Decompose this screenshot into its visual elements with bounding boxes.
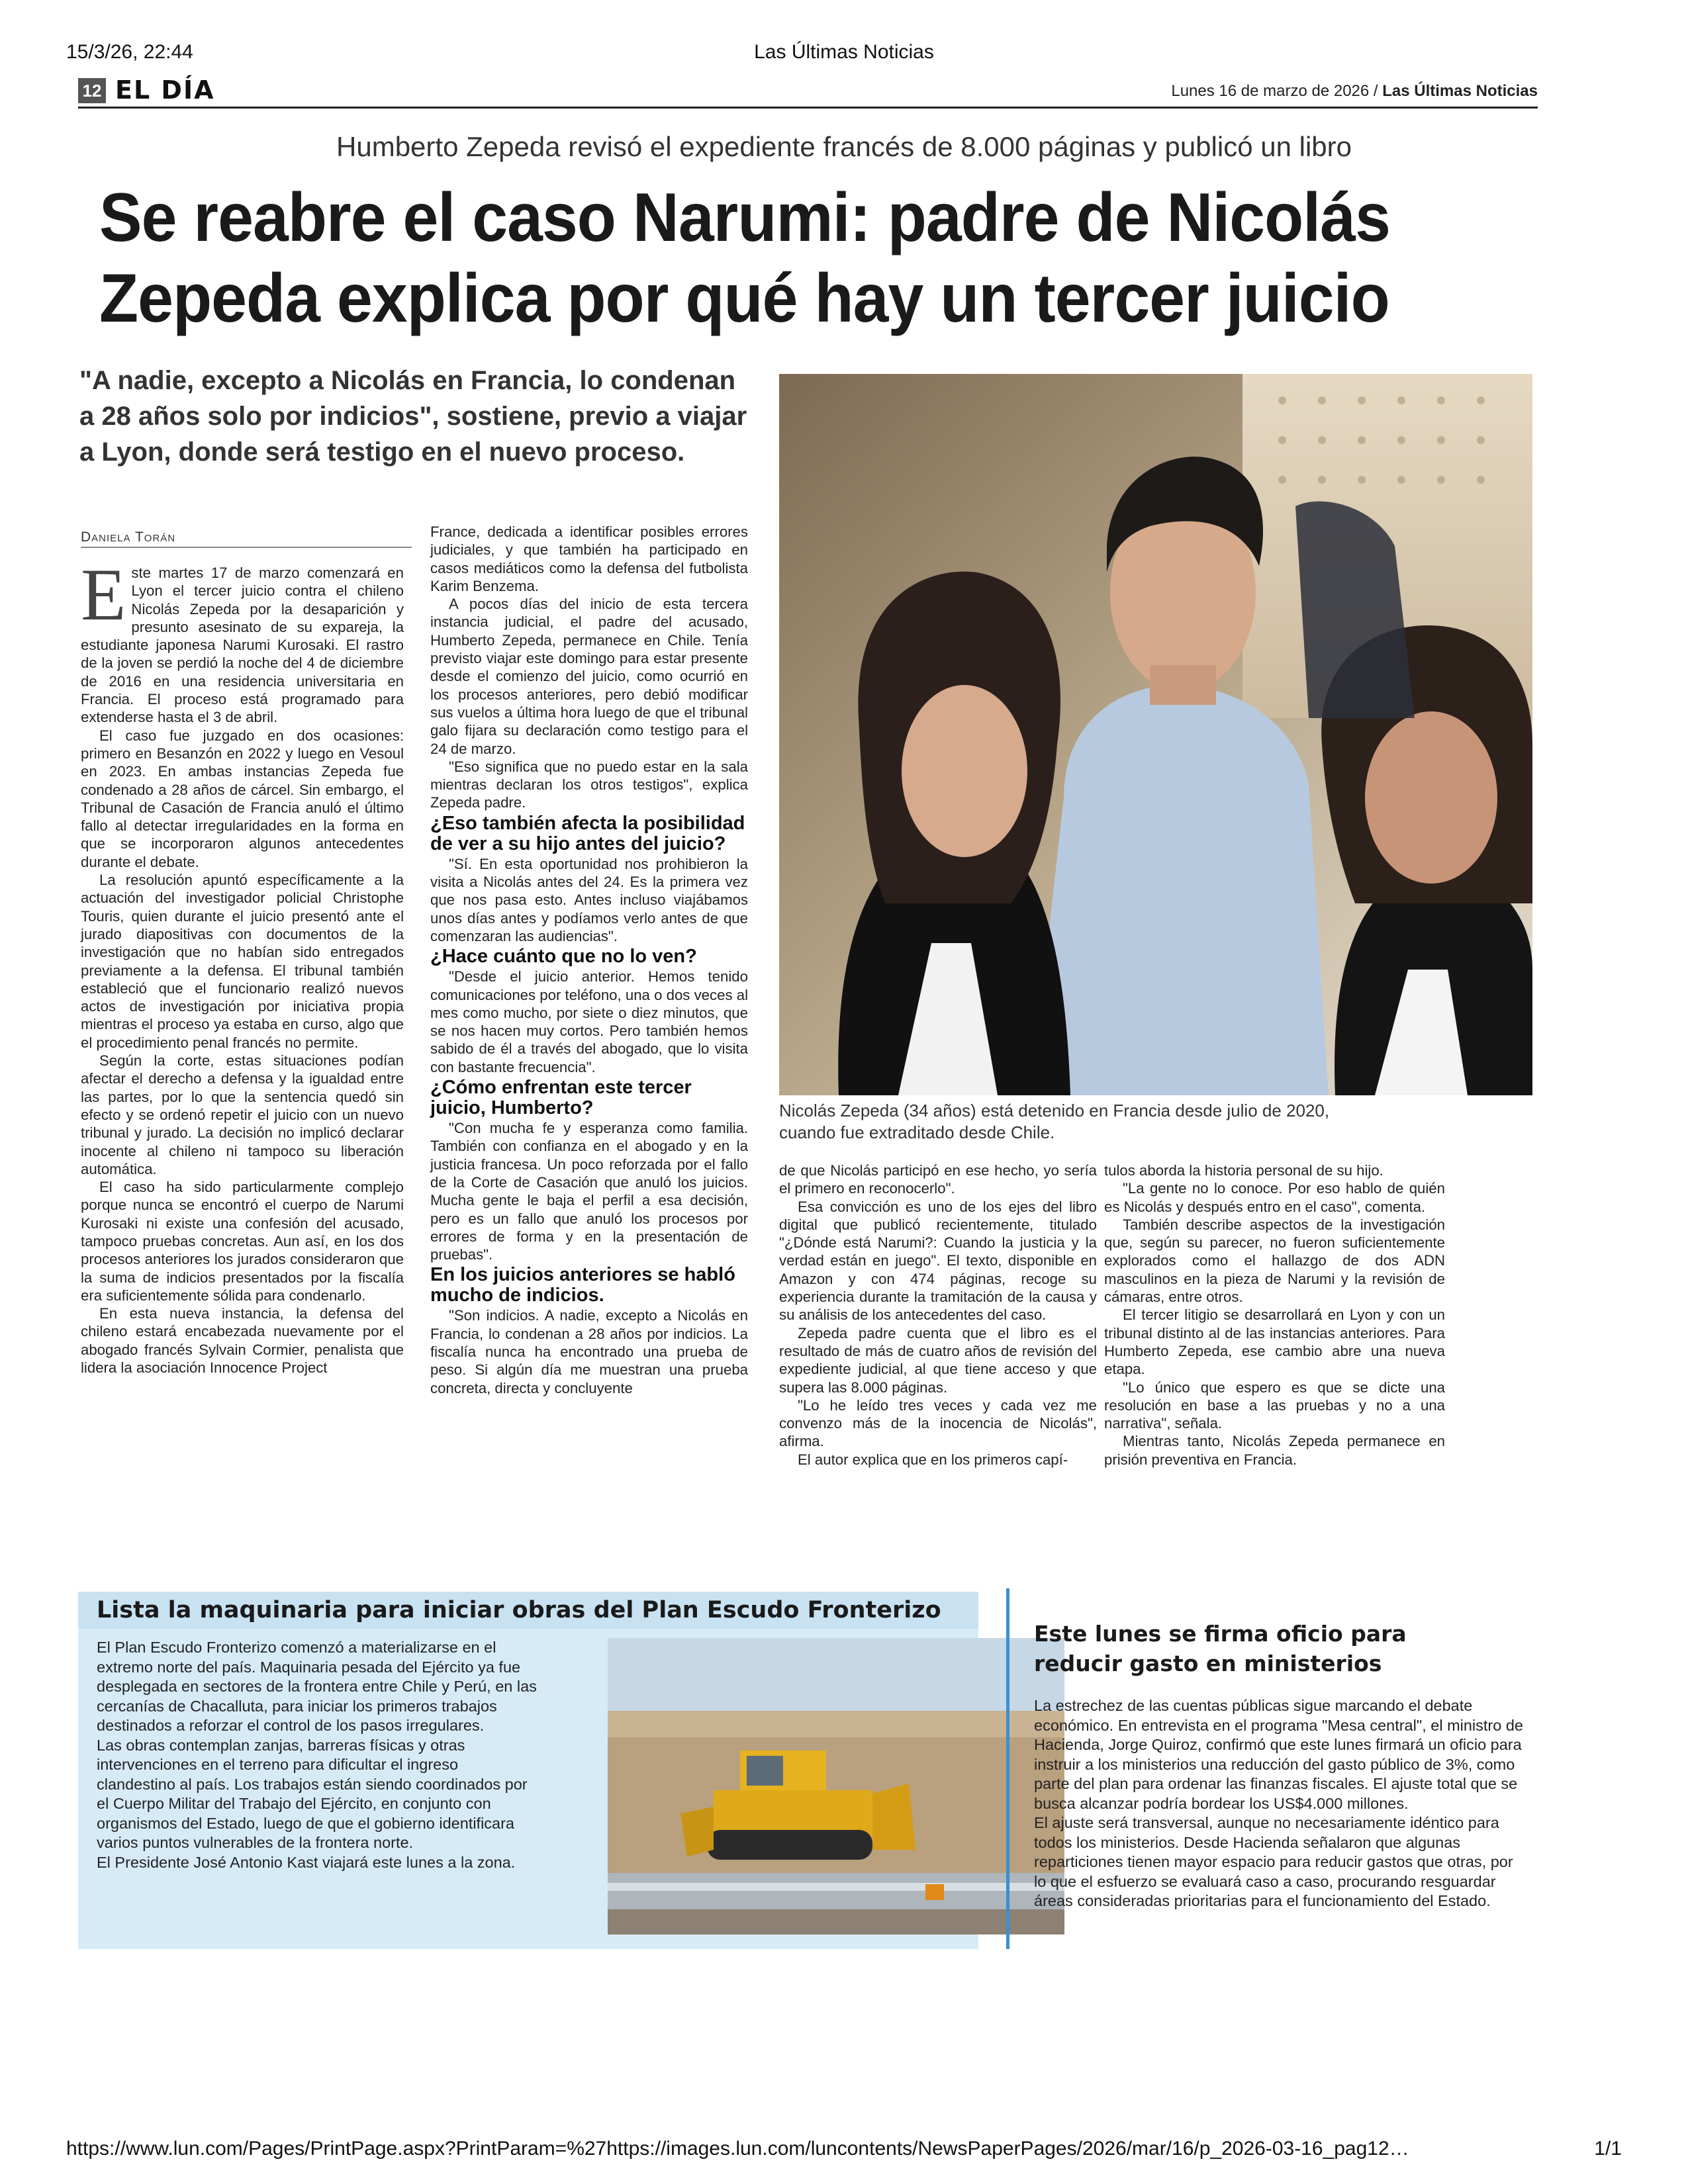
article-paragraph: Según la corte, estas situaciones podían afectar el derecho a defensa y la igualdad entre las partes, por lo que la sentencia quedó sin efecto y se ordenó repetir el juicio con un nuevo tribunal y jurado. La decisión no implicó declarar inocente al chileno ni tampoco su liberación automática. xyxy=(81,1052,404,1177)
interview-answer: "Son indicios. A nadie, excepto a Nicolás en Francia, lo condenan a 28 años por indicios. La fiscalía nunca ha encontrado una prueba de peso. Si algún día me muestran una prueba concreta, directa y concluyente xyxy=(430,1307,748,1396)
article-paragraph: Esa convicción es uno de los ejes del libro digital que publicó recientemente, titulado "¿Dónde está Narumi?: Cuando la justicia y la verdad están en juego". El texto, disponible en Amazon y con 474 páginas, recoge su experiencia durante la tramitación de la causa y su análisis de los antecedentes del caso. xyxy=(779,1198,1097,1324)
article-paragraph: "Lo único que espero es que se dicte una resolución en base a las pruebas y no a una narrativa", señala. xyxy=(1104,1379,1445,1432)
news-box-paragraph: Las obras contemplan zanjas, barreras físicas y otras intervenciones en el terreno para dificultar el ingreso clandestino al país. Los trabajos están siendo coordinados por el Cuerpo Militar del Trabajo del Ejército, en conjunto con organismos del Estado, luego de que el gobierno identificara varios puntos vulnerables de la frontera norte. xyxy=(97,1736,528,1851)
article-column-4 xyxy=(1104,1161,1445,1469)
article-paragraph: tulos aborda la historia personal de su hijo. xyxy=(1104,1162,1383,1179)
header-date xyxy=(1171,82,1538,101)
newspaper-header xyxy=(78,77,1538,109)
interview-question: En los juicios anteriores se habló mucho de indicios. xyxy=(430,1264,735,1306)
article-column-1 xyxy=(81,554,404,1377)
article-column-3 xyxy=(779,1161,1097,1469)
photo-caption xyxy=(779,1100,1448,1144)
news-box-paragraph: El Presidente José Antonio Kast viajará este lunes a la zona. xyxy=(97,1853,516,1871)
bulldozer-photo xyxy=(608,1638,1064,1934)
news-box-title: Lista la maquinaria para iniciar obras del Plan Escudo Fronterizo xyxy=(78,1592,978,1629)
column-divider xyxy=(1006,1588,1009,1949)
headline-line-1: Se reabre el caso Narumi: padre de Nicolás xyxy=(99,179,1390,256)
article-photo xyxy=(779,374,1532,1095)
page-number: 12 xyxy=(78,78,106,103)
news-brief-text xyxy=(1034,1696,1524,1911)
newspaper-name: Las Últimas Noticias xyxy=(1382,82,1538,100)
article-paragraph: A pocos días del inicio de esta tercera instancia judicial, el padre del acusado, Humberto Zepeda, permanece en Chile. Tenía previsto viajar este domingo para estar presente desde el comienzo del juicio, como ocurrió en los procesos anteriores, pero debió modificar sus vuelos a última hora luego de que el tribunal galo fijara su declaración como testigo para el 24 de marzo. xyxy=(430,596,748,757)
courtroom-photo-illustration xyxy=(779,374,1532,1095)
news-brief-paragraph: La estrechez de las cuentas públicas sigue marcando el debate económico. En entrevista en el programa "Mesa central", el ministro de Hacienda, Jorge Quiroz, confirmó que este lunes firmará un oficio para instruir a los ministerios una reducción del gasto público de 3%, como parte del plan para ordenar las finanzas fiscales. El ajuste total que se busca alcanzar podría bordear los US$4.000 millones. xyxy=(1034,1697,1523,1812)
article-paragraph: El caso fue juzgado en dos ocasiones: primero en Besanzón en 2022 y luego en Vesoul en 2023. En ambas instancias Zepeda fue condenado a 28 años de cárcel. Sin embargo, el Tribunal de Casación de Francia anuló el último fallo al detectar irregularidades en la forma en que se incorporaron algunos antecedentes durante el debate. xyxy=(81,727,404,870)
drop-cap: E xyxy=(81,554,126,636)
news-brief-paragraph: El ajuste será transversal, aunque no necesariamente idéntico para todos los ministerios. Desde Hacienda señalaron que algunas reparticiones tienen mayor espacio para reducir gastos que otras, por lo que el esfuerzo se evaluará caso a caso, procurando resguardar áreas consideradas prioritarias para el funcionamiento del Estado. xyxy=(1034,1814,1513,1909)
article-kicker: Humberto Zepeda revisó el expediente francés de 8.000 páginas y publicó un libro xyxy=(336,131,1352,162)
news-brief-title: Este lunes se firma oficio para reducir gasto en ministerios xyxy=(1034,1621,1407,1676)
interview-answer: "Sí. En esta oportunidad nos prohibieron la visita a Nicolás antes del 24. Es la primera vez que nos pasa esto. Antes incluso viajábamos unos días antes y podíamos verlo antes de que comenzaran las audiencias". xyxy=(430,855,748,944)
print-page-count: 1/1 xyxy=(1594,2138,1622,2160)
article-paragraph: La resolución apuntó específicamente a la actuación del investigador policial Christophe Touris, quien durante el juicio presentó ante el jurado diapositivas con documentos de la investigación que no habían sido entregados previamente a la defensa. El tribunal también estableció que el funcionario realizó nuevos actos de investigación por iniciativa propia mientras el proceso ya estaba en curso, algo que el procedimiento penal francés no permite. xyxy=(81,872,404,1051)
news-box-escudo-fronterizo xyxy=(78,1592,978,1949)
article-headline xyxy=(99,177,1423,339)
article-paragraph: de que Nicolás participó en ese hecho, yo sería el primero en reconocerlo". xyxy=(779,1162,1097,1197)
article-paragraph: Zepeda padre cuenta que el libro es el resultado de más de cuatro años de revisión del expediente judicial, al que tiene acceso y que supera las 8.000 páginas. xyxy=(779,1324,1097,1396)
interview-answer: "Con mucha fe y esperanza como familia. También con confianza en el abogado y en la justicia francesa. Un poco reforzada por el fallo de la Corte de Casación que anuló los juicios. Mucha gente le baja el perfil a esa decisión, pero es un fallo que anuló los procesos por errores de forma y en la presentación de pruebas". xyxy=(430,1120,748,1263)
article-column-2 xyxy=(430,523,748,1397)
news-box-text xyxy=(97,1638,540,1872)
article-paragraph: "Eso significa que no puedo estar en la sala mientras declaran los otros testigos", explica Zepeda padre. xyxy=(430,758,748,811)
interview-answer: "Desde el juicio anterior. Hemos tenido comunicaciones por teléfono, una o dos veces al mes como mucho, por siete o diez minutos, que se nos hacen muy cortos. Pero también hemos sabido de él a través del abogado, que lo visita con bastante frecuencia". xyxy=(430,968,748,1075)
interview-question: ¿Hace cuánto que no lo ven? xyxy=(430,946,697,968)
bulldozer-photo-illustration xyxy=(608,1638,1064,1934)
interview-question: ¿Eso también afecta la posibilidad de ver a su hijo antes del juicio? xyxy=(430,812,745,854)
article-paragraph: Mientras tanto, Nicolás Zepeda permanece en prisión preventiva en Francia. xyxy=(1104,1433,1445,1468)
headline-line-2: Zepeda explica por qué hay un tercer juicio xyxy=(99,260,1389,337)
news-box-paragraph: El Plan Escudo Fronterizo comenzó a materializarse en el extremo norte del país. Maquinaria pesada del Ejército ya fue desplegada en sectores de la frontera entre Chile y Perú, en las cercanías de Chacalluta, para iniciar los primeros trabajos destinados a reforzar el control de los pasos irregulares. xyxy=(97,1639,537,1734)
article-paragraph: El caso ha sido particularmente complejo porque nunca se encontró el cuerpo de Narumi Kurosaki ni existe una confesión del acusado, tampoco pruebas concretas. Aun así, en los dos procesos anteriores los jurados consideraron que la suma de indicios presentados por la fiscalía era suficientemente sólida para condenarlo. xyxy=(81,1179,404,1304)
section-name: EL DÍA xyxy=(115,75,215,105)
print-date: 15/3/26, 22:44 xyxy=(66,41,193,63)
byline: Daniela Torán xyxy=(81,529,176,545)
article-deck: "A nadie, excepto a Nicolás en Francia, lo condenan a 28 años solo por indicios", sostiene, previo a viajar a Lyon, donde será testigo en el nuevo proceso. xyxy=(79,366,747,467)
print-url: https://www.lun.com/Pages/PrintPage.aspx?PrintParam=%27https://images.lun.com/luncontents/NewsPaperPages/2026/mar/16/p_2026-03-16_pag12… xyxy=(66,2138,1409,2160)
article-paragraph: El autor explica que en los primeros capí- xyxy=(798,1451,1068,1468)
article-paragraph: También describe aspectos de la investigación que, según su parecer, no fueron suficientemente explorados como el hallazgo de dos ADN masculinos en la pieza de Narumi y la revisión de cámaras, entre otros. xyxy=(1104,1216,1445,1306)
article-paragraph: El tercer litigio se desarrollará en Lyon y con un tribunal distinto al de las instancias anteriores. Para Humberto Zepeda, ese cambio abre una nueva etapa. xyxy=(1104,1306,1445,1378)
article-paragraph: "La gente no lo conoce. Por eso hablo de quién es Nicolás y después entro en el caso", comenta. xyxy=(1104,1180,1445,1215)
print-page-title: Las Últimas Noticias xyxy=(754,41,934,63)
article-paragraph-text: ste martes 17 de marzo comenzará en Lyon el tercer juicio contra el chileno Nicolás Zepeda por la desaparición y presunto asesinato de su expareja, la estudiante japonesa Narumi Kurosaki. El rastro de la joven se perdió la noche del 4 de diciembre de 2016 en una residencia universitaria en Francia. El proceso está programado para extenderse hasta el 3 de abril. xyxy=(81,565,404,726)
interview-question: ¿Cómo enfrentan este tercer juicio, Humberto? xyxy=(430,1077,692,1119)
article-paragraph: France, dedicada a identificar posibles errores judiciales, y que también ha participado en casos mediáticos como la defensa del futbolista Karim Benzema. xyxy=(430,523,748,594)
article-paragraph: En esta nueva instancia, la defensa del chileno estará encabezada nuevamente por el abogado francés Sylvain Cormier, penalista que lidera la asociación Innocence Project xyxy=(81,1305,404,1377)
header-separator: / xyxy=(1373,82,1378,100)
article-paragraph: "Lo he leído tres veces y cada vez me convenzo más de la inocencia de Nicolás", afirma. xyxy=(779,1396,1097,1450)
issue-date: Lunes 16 de marzo de 2026 xyxy=(1171,82,1370,100)
byline-rule xyxy=(81,547,412,548)
photo-caption-line: Nicolás Zepeda (34 años) está detenido en Francia desde julio de 2020, xyxy=(779,1101,1330,1120)
article-paragraph xyxy=(81,554,404,727)
photo-caption-line: cuando fue extraditado desde Chile. xyxy=(779,1122,1055,1142)
